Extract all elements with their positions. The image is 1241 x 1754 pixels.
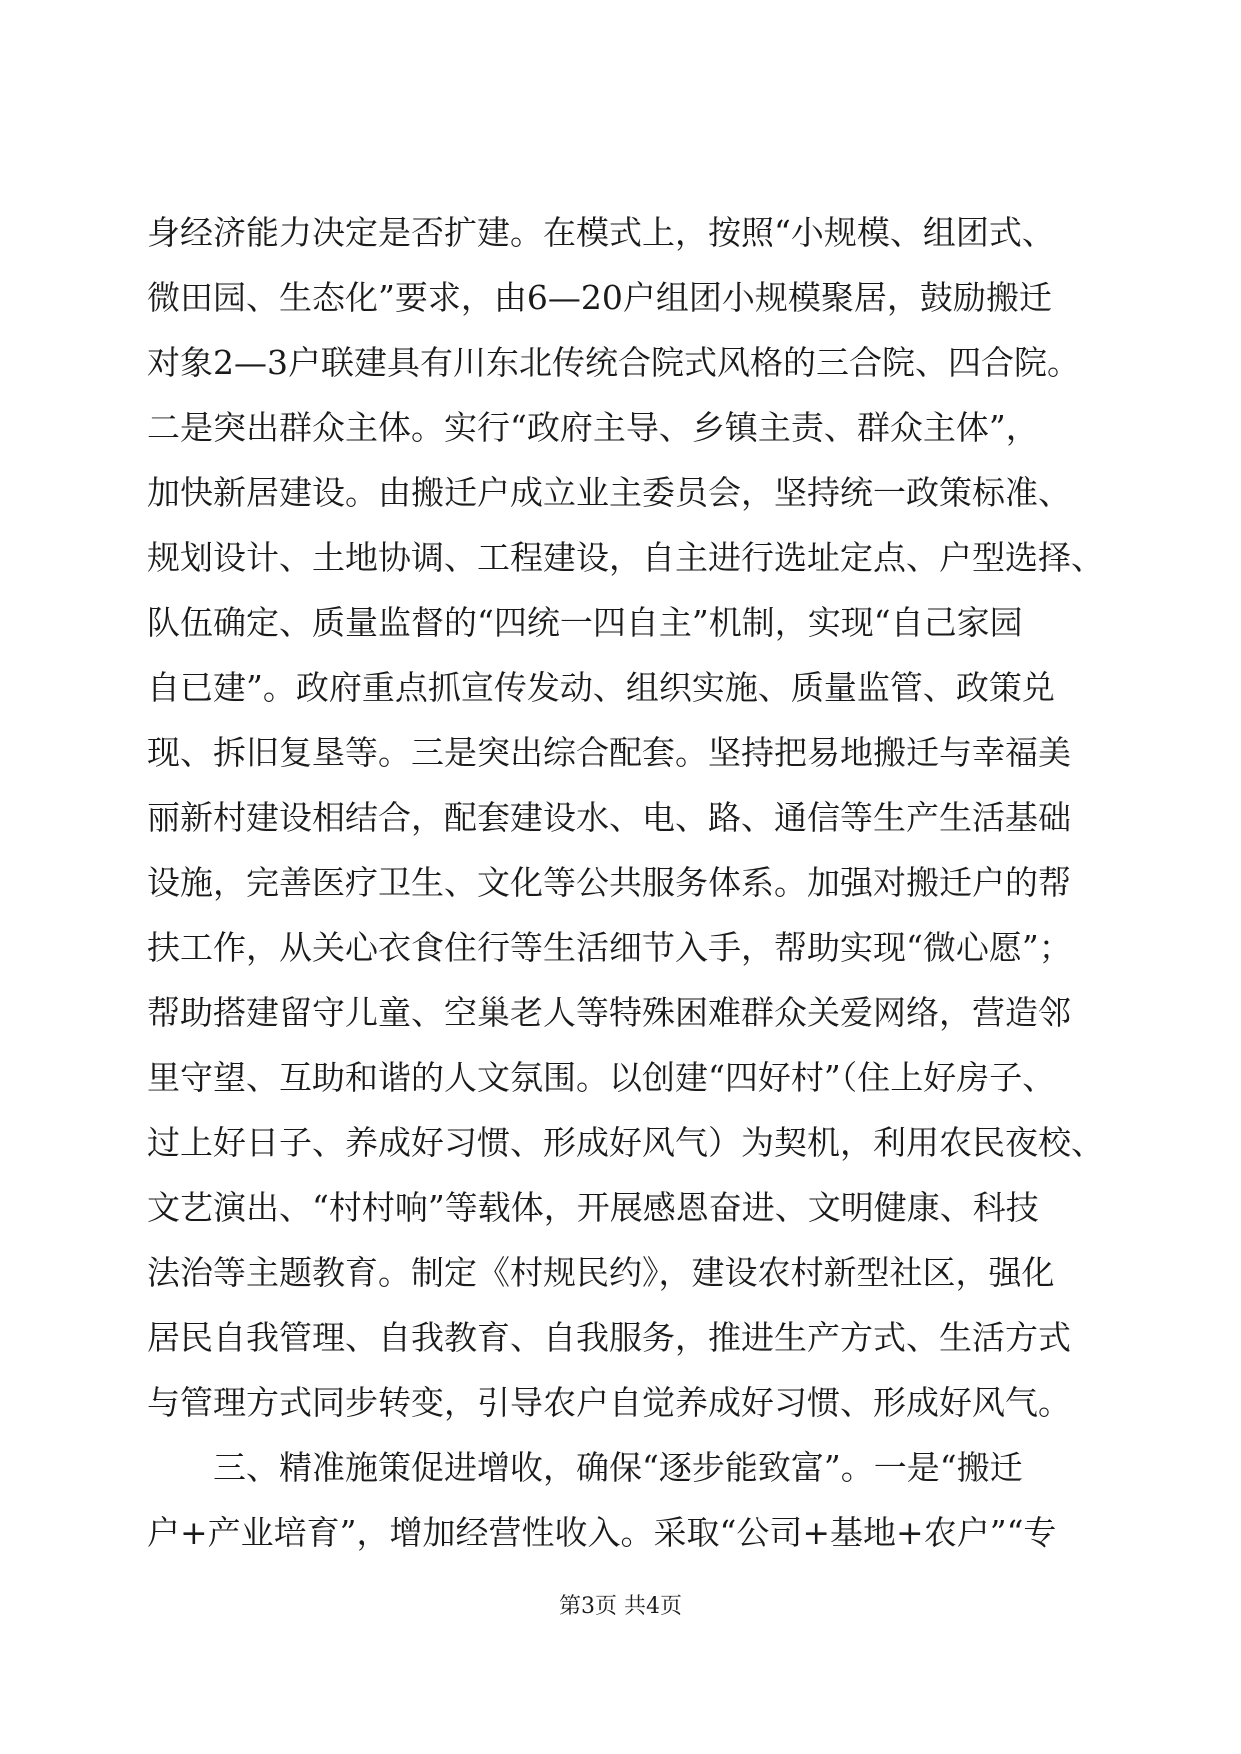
body-text [147, 200, 1107, 1565]
text-line: 队伍确定、质量监督的“四统一四自主”机制，实现“自己家园 [147, 603, 1023, 642]
text-line: 设施，完善医疗卫生、文化等公共服务体系。加强对搬迁户的帮 [147, 863, 1071, 902]
section-heading-line: 三、精准施策促进增收，确保“逐步能致富”。一是“搬迁 [147, 1448, 1023, 1487]
text-line: 与管理方式同步转变，引导农户自觉养成好习惯、形成好风气。 [147, 1383, 1071, 1422]
text-line: 规划设计、土地协调、工程建设，自主进行选址定点、户型选择、 [147, 538, 1104, 577]
text-line: 过上好日子、养成好习惯、形成好风气）为契机，利用农民夜校、 [147, 1123, 1104, 1162]
text-line: 现、拆旧复垦等。三是突出综合配套。坚持把易地搬迁与幸福美 [147, 733, 1071, 772]
text-line: 微田园、生态化”要求，由6—20户组团小规模聚居，鼓励搬迁 [147, 278, 1052, 317]
text-line: 里守望、互助和谐的人文氛围。以创建“四好村”（住上好房子、 [147, 1058, 1056, 1097]
text-line: 对象2—3户联建具有川东北传统合院式风格的三合院、四合院。 [147, 343, 1080, 382]
text-line: 帮助搭建留守儿童、空巢老人等特殊困难群众关爱网络，营造邻 [147, 993, 1071, 1032]
text-line: 身经济能力决定是否扩建。在模式上，按照“小规模、组团式、 [147, 213, 1055, 252]
text-line: 文艺演出、“村村响”等载体，开展感恩奋进、文明健康、科技 [147, 1188, 1039, 1227]
text-line: 扶工作，从关心衣食住行等生活细节入手，帮助实现“微心愿”； [147, 928, 1072, 967]
text-line: 二是突出群众主体。实行“政府主导、乡镇主责、群众主体”， [147, 408, 1039, 447]
text-line: 加快新居建设。由搬迁户成立业主委员会，坚持统一政策标准、 [147, 473, 1071, 512]
text-line: 法治等主题教育。制定《村规民约》，建设农村新型社区，强化 [147, 1253, 1055, 1292]
text-line: 居民自我管理、自我教育、自我服务，推进生产方式、生活方式 [147, 1318, 1071, 1357]
text-line: 自已建”。政府重点抓宣传发动、组织实施、质量监管、政策兑 [147, 668, 1055, 707]
text-line: 户+产业培育”，增加经营性收入。采取“公司+基地+农户”“专 [147, 1513, 1057, 1552]
page-number-footer: 第3页 共4页 [559, 1594, 682, 1619]
text-line: 丽新村建设相结合，配套建设水、电、路、通信等生产生活基础 [147, 798, 1071, 837]
